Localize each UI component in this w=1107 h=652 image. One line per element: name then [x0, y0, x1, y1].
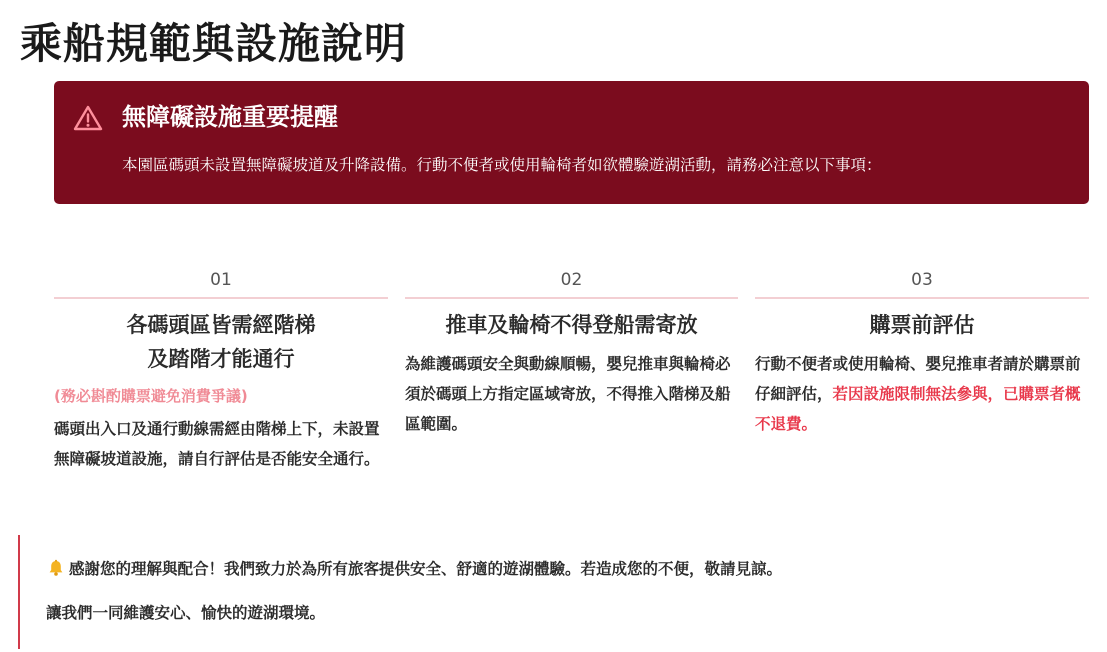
footer-line1-text: 感謝您的理解與配合！我們致力於為所有旅客提供安全、舒適的遊湖體驗。若造成您的不便，敬請見諒。 [69, 560, 783, 578]
column-body-text: 行動不便者或使用輪椅、嬰兒推車者請於購票前仔細評估， [755, 355, 1081, 403]
column-body [755, 349, 1089, 439]
column-divider [755, 297, 1089, 299]
column-title-line2: 及踏階才能通行 [147, 347, 295, 371]
info-column-1 [54, 266, 388, 474]
info-column-2 [405, 266, 738, 439]
column-number: 03 [911, 270, 933, 290]
column-body-highlight: 若因設施限制無法參與，已購票者概不退費。 [755, 385, 1081, 433]
bell-icon [47, 559, 65, 577]
column-body: 碼頭出入口及通行動線需經由階梯上下，未設置無障礙坡道設施，請自行評估是否能安全通行。 [54, 420, 380, 468]
column-note: (務必斟酌購票避免消費爭議) [54, 387, 248, 405]
column-divider [54, 297, 388, 299]
column-title-line1: 各碼頭區皆需經階梯 [126, 313, 316, 337]
column-divider [405, 297, 738, 299]
info-column-3 [755, 266, 1089, 439]
footer-thanks [47, 557, 782, 581]
alert-title: 無障礙設施重要提醒 [122, 103, 338, 131]
column-number: 02 [560, 270, 583, 290]
alert-description: 本園區碼頭未設置無障礙坡道及升降設備。行動不便者或使用輪椅者如欲體驗遊湖活動，請務必注意以下事項： [122, 156, 882, 174]
column-number: 01 [210, 270, 232, 290]
warning-triangle-icon [73, 105, 103, 131]
accessibility-alert [54, 81, 1089, 204]
footer-closing: 讓我們一同維護安心、愉快的遊湖環境。 [46, 604, 326, 622]
column-title: 購票前評估 [869, 313, 975, 337]
column-body: 為維護碼頭安全與動線順暢，嬰兒推車與輪椅必須於碼頭上方指定區域寄放，不得推入階梯及船區範圍。 [405, 355, 731, 433]
footer-notice [18, 535, 1090, 649]
column-title: 推車及輪椅不得登船需寄放 [445, 313, 698, 337]
column-title [54, 308, 388, 376]
page-title: 乘船規範與設施說明 [20, 19, 408, 68]
